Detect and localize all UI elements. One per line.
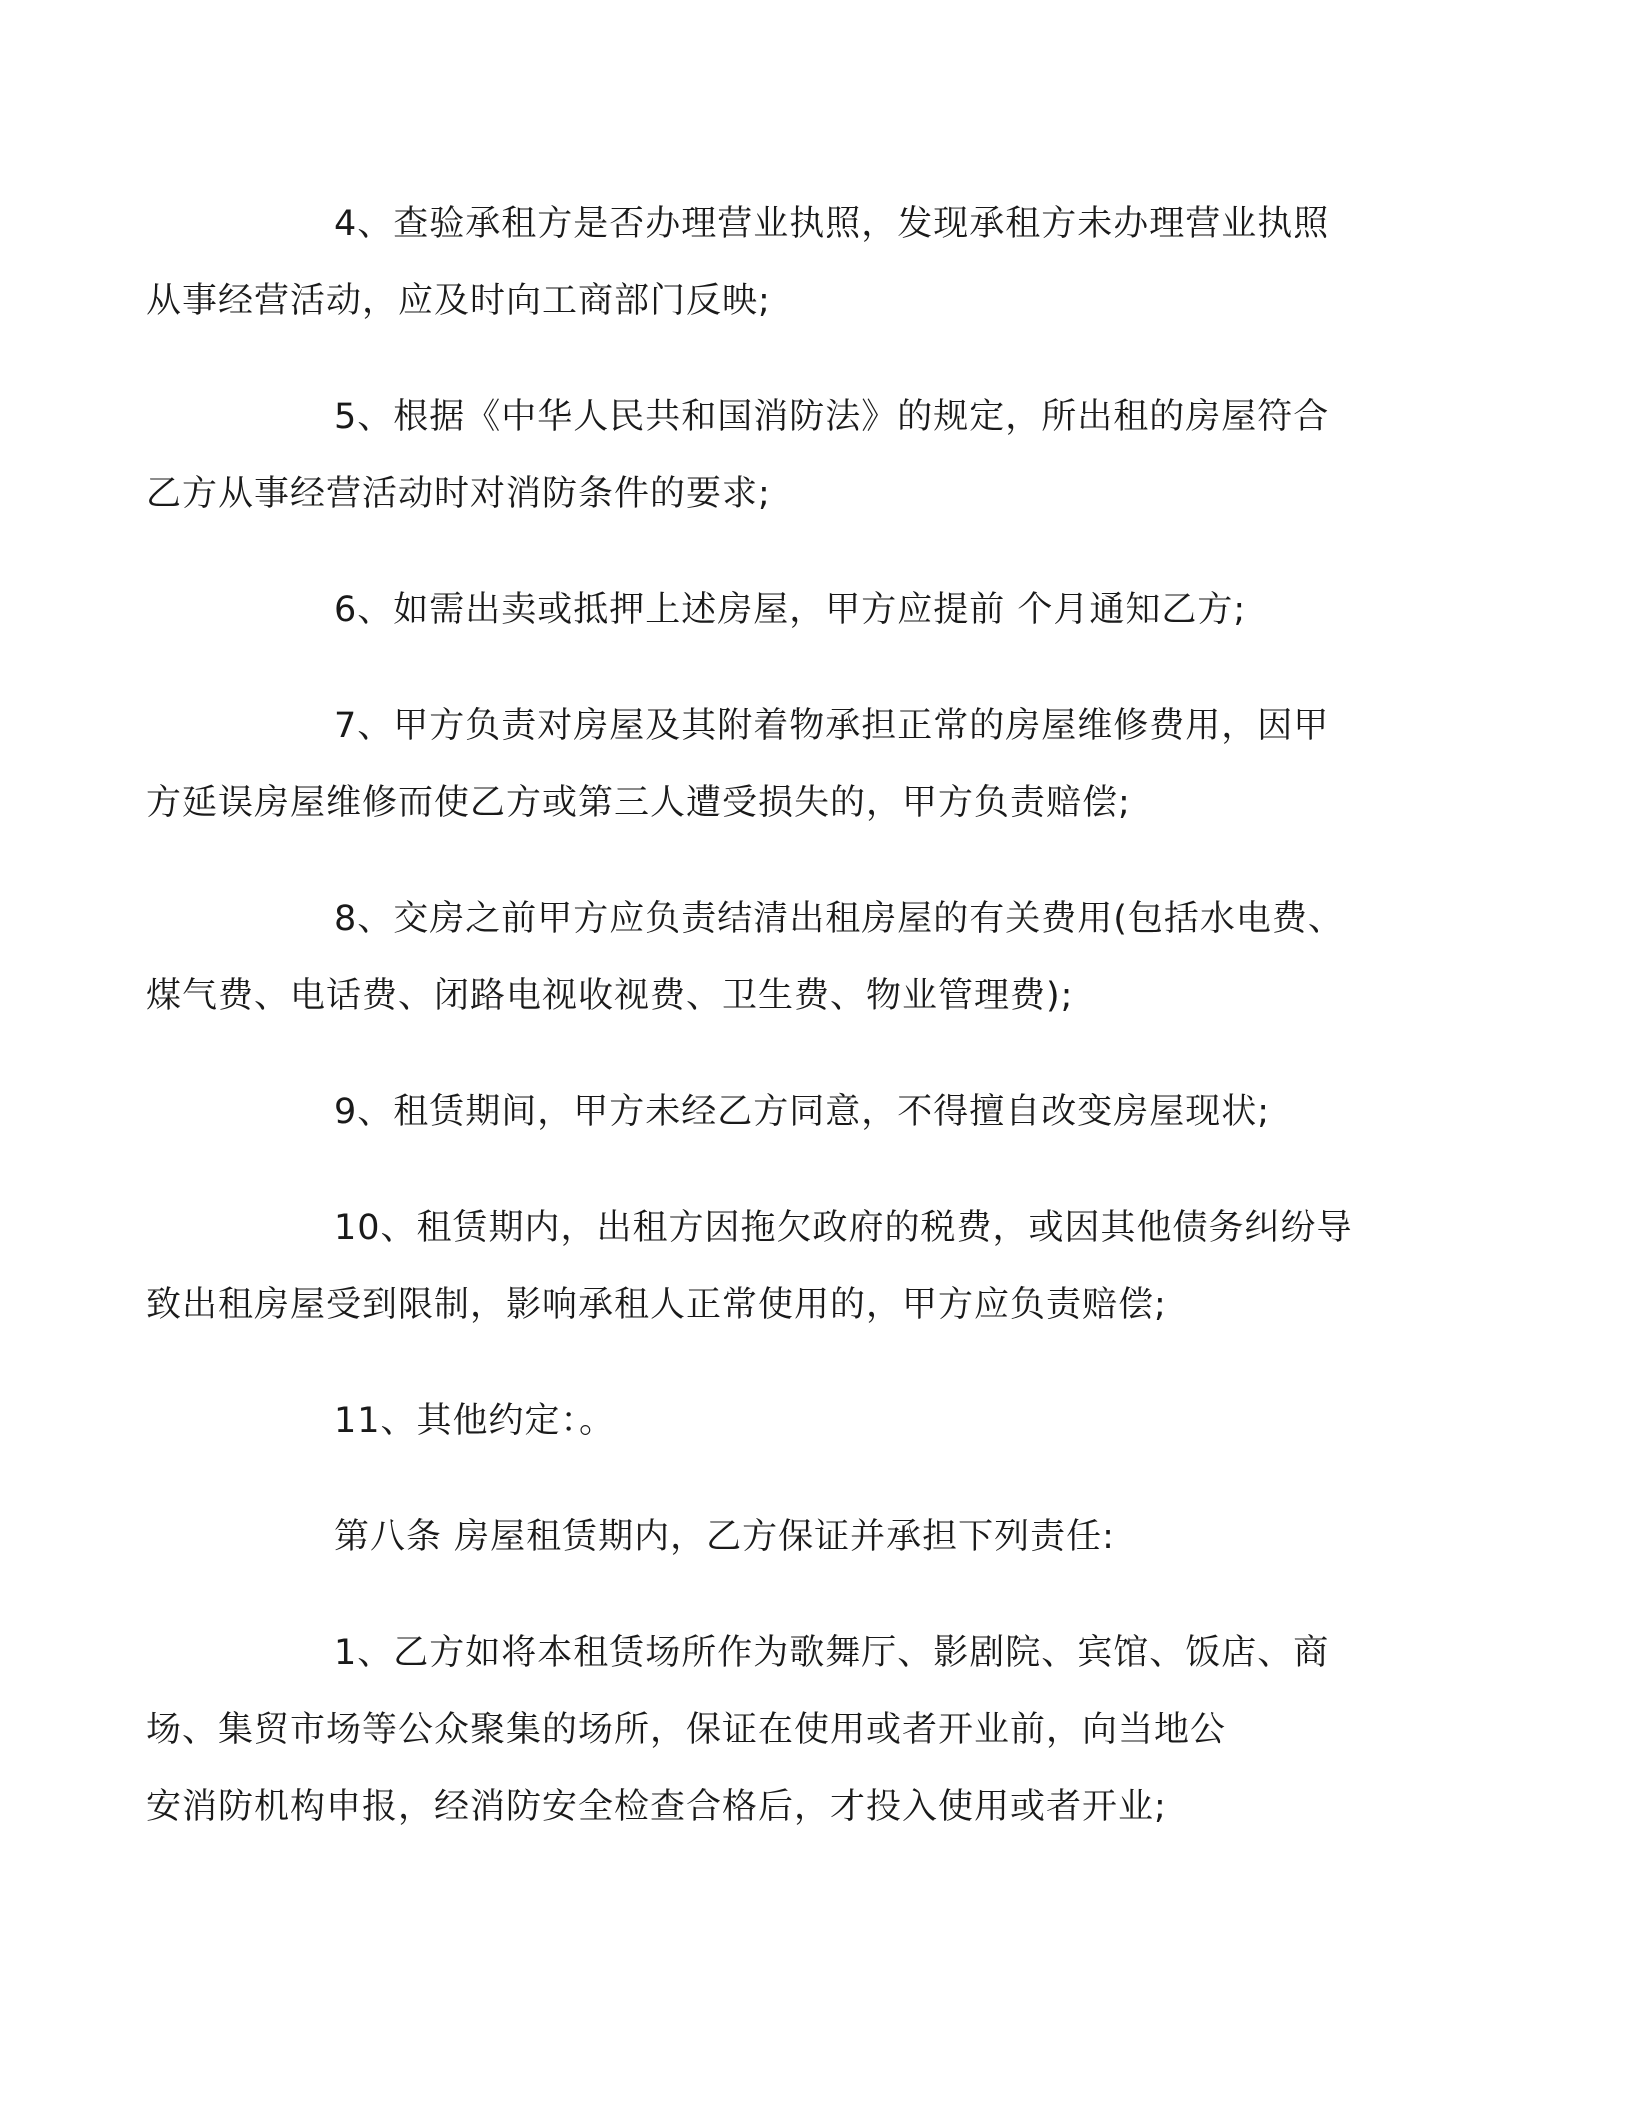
clause-paragraph	[240, 572, 1380, 649]
clause-paragraph	[146, 881, 1380, 1035]
paragraph-line: 致出租房屋受到限制，影响承租人正常使用的，甲方应负责赔偿;	[146, 1285, 1167, 1325]
paragraph-line: 场、集贸市场等公众聚集的场所，保证在使用或者开业前，向当地公	[146, 1710, 1227, 1750]
clause-paragraph	[146, 1615, 1380, 1846]
clause-paragraph	[240, 1383, 1380, 1460]
clause-paragraph	[146, 379, 1380, 533]
paragraph-line: 乙方从事经营活动时对消防条件的要求;	[146, 474, 771, 514]
clause-paragraph	[146, 1190, 1380, 1344]
paragraph-line: 1、乙方如将本租赁场所作为歌舞厅、影剧院、宾馆、饭店、商	[334, 1633, 1330, 1673]
clause-paragraph	[240, 1074, 1380, 1151]
paragraph-line: 从事经营活动，应及时向工商部门反映;	[146, 281, 771, 321]
paragraph-line: 安消防机构申报，经消防安全检查合格后，才投入使用或者开业;	[146, 1787, 1167, 1827]
paragraph-line: 5、根据《中华人民共和国消防法》的规定，所出租的房屋符合	[334, 397, 1330, 437]
paragraph-line: 11、其他约定：。	[334, 1401, 616, 1441]
paragraph-line: 方延误房屋维修而使乙方或第三人遭受损失的，甲方负责赔偿;	[146, 783, 1131, 823]
clause-paragraph	[146, 688, 1380, 842]
paragraph-line: 9、租赁期间，甲方未经乙方同意，不得擅自改变房屋现状;	[334, 1092, 1271, 1132]
paragraph-line: 煤气费、电话费、闭路电视收视费、卫生费、物业管理费);	[146, 976, 1074, 1016]
paragraph-line: 6、如需出卖或抵押上述房屋，甲方应提前 个月通知乙方;	[334, 590, 1247, 630]
paragraph-line: 8、交房之前甲方应负责结清出租房屋的有关费用(包括水电费、	[334, 899, 1344, 939]
paragraph-line: 10、租赁期内，出租方因拖欠政府的税费，或因其他债务纠纷导	[334, 1208, 1353, 1248]
paragraph-line: 7、甲方负责对房屋及其附着物承担正常的房屋维修费用，因甲	[334, 706, 1330, 746]
paragraph-line: 4、查验承租方是否办理营业执照，发现承租方未办理营业执照	[334, 204, 1330, 244]
paragraph-line: 第八条 房屋租赁期内，乙方保证并承担下列责任:	[334, 1517, 1115, 1557]
document-body	[146, 186, 1380, 1885]
article-heading-paragraph	[240, 1499, 1380, 1576]
clause-paragraph	[146, 186, 1380, 340]
